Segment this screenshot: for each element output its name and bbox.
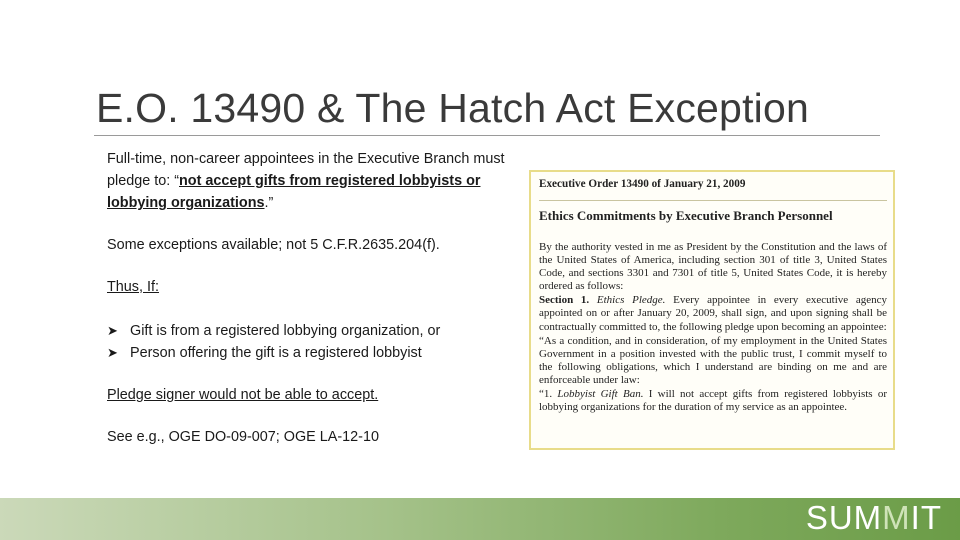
- intro-suffix: .”: [264, 195, 274, 211]
- logo-part-2: M: [882, 499, 911, 536]
- logo-part-1: SUM: [805, 499, 883, 536]
- intro-paragraph: [107, 148, 507, 214]
- slide-body: [107, 148, 507, 448]
- intro-prefix: Full-time, non-career appointees in the Executive Branch must pledge to: “: [107, 151, 505, 189]
- bullet-item: [107, 320, 507, 342]
- see-reference-line: See e.g., OGE DO-09-007; OGE LA-12-10: [107, 429, 379, 445]
- excerpt-paragraph-section1: [539, 294, 887, 333]
- section1-label: Section 1.: [539, 294, 590, 307]
- exceptions-line: Some exceptions available; not 5 C.F.R.2635.204(f).: [107, 237, 440, 253]
- section1-title: Ethics Pledge.: [596, 294, 666, 307]
- footer-bar: [0, 498, 960, 540]
- logo-part-3: IT: [910, 499, 942, 536]
- excerpt-paragraph-item1: [539, 388, 887, 414]
- item1-label: “1.: [539, 388, 553, 401]
- item1-title: Lobbyist Gift Ban.: [557, 388, 644, 401]
- arrow-bullet-icon: ➤: [107, 345, 118, 360]
- bullet-item: [107, 342, 507, 364]
- arrow-bullet-icon: ➤: [107, 323, 118, 338]
- summit-logo: [806, 498, 942, 538]
- section1-text: Every appointee in every executive agency appointed on or after January 20, 2009, shall sign, and upon signing shall be contractually committed to, the following pledge upon becoming an appointee:: [539, 294, 887, 333]
- title-divider: [94, 135, 880, 136]
- thus-if-line: Thus, If:: [107, 279, 159, 295]
- slide-title: E.O. 13490 & The Hatch Act Exception: [96, 85, 809, 131]
- item1-text: I will not accept gifts from registered lobbyists or lobbying organizations for the duration of my service as an appointee.: [539, 388, 888, 414]
- excerpt-divider: [539, 200, 887, 201]
- executive-order-excerpt: [529, 170, 895, 450]
- intro-underlined: not accept gifts from registered lobbyists or lobbying organizations: [107, 173, 481, 211]
- bullet-text: Gift is from a registered lobbying organization, or: [130, 323, 441, 339]
- conclusion-line: Pledge signer would not be able to accept.: [107, 387, 379, 403]
- excerpt-heading: Executive Order 13490 of January 21, 2009: [539, 178, 746, 190]
- excerpt-paragraph-authority: By the authority vested in me as President by the Constitution and the laws of the United States of America, including section 301 of title 3, United States Code, and sections 3301 and 7301 of title 5, United States Code, it is hereby ordered as follows:: [539, 241, 887, 293]
- excerpt-subheading: Ethics Commitments by Executive Branch Personnel: [539, 208, 833, 223]
- bullet-text: Person offering the gift is a registered lobbyist: [130, 345, 422, 361]
- excerpt-paragraph-pledge: “As a condition, and in consideration, of my employment in the United States Government in a position invested with the public trust, I commit myself to the following obligations, which I understand are binding on me and are enforceable under law:: [539, 334, 887, 386]
